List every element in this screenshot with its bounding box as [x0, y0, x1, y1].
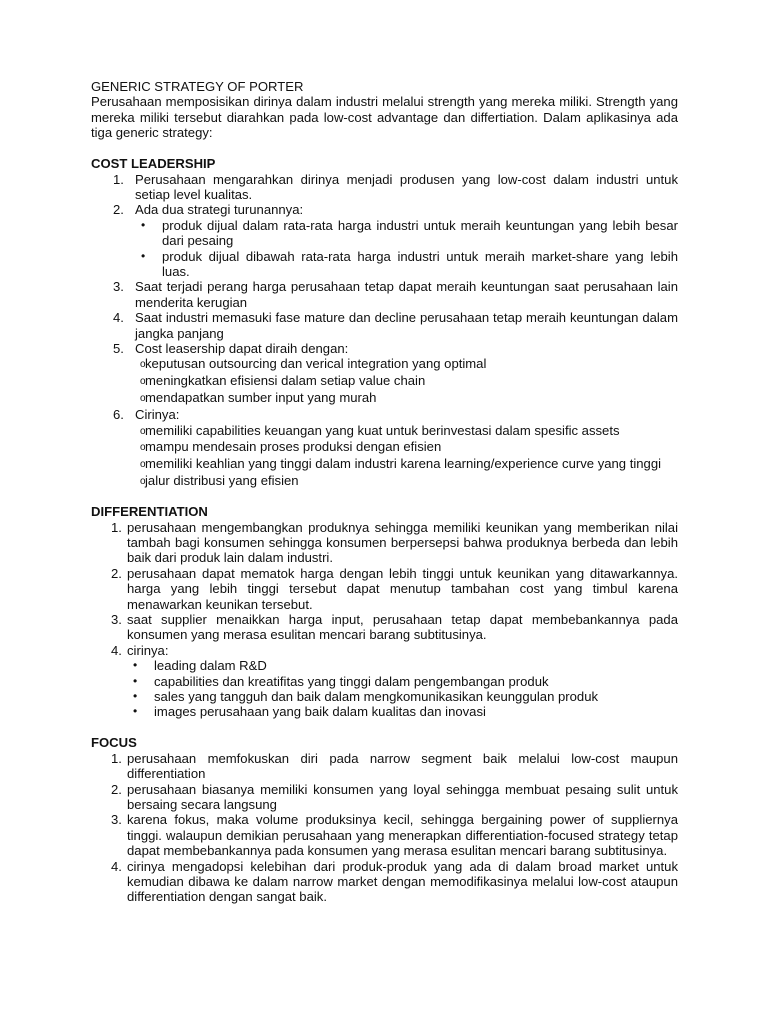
bullet-item: • leading dalam R&D — [127, 658, 678, 673]
list-item — [91, 341, 678, 406]
circle-bullet-item — [135, 390, 678, 405]
list-item — [91, 279, 678, 310]
list-item-text: cirinya: — [127, 642, 169, 658]
bullet-item: • capabilities dan kreatifitas yang tinggi dalam pengembangan produk — [127, 674, 678, 689]
list-item-number: 4. — [113, 310, 124, 326]
list-item-number: 5. — [113, 341, 124, 356]
list-item-text: perusahaan biasanya memiliki konsumen yang loyal sehingga membuat pesaing sulit untuk bersaing secara langsung — [127, 781, 678, 812]
list-item — [91, 612, 678, 643]
list-item-number: 2. — [113, 202, 124, 218]
list-item-text: Saat industri memasuki fase mature dan decline perusahaan tetap meraih keuntungan dalam jangka panjang — [135, 310, 678, 341]
list-item-text: Cost leasership dapat diraih dengan: — [135, 341, 349, 356]
focus-heading: FOCUS — [91, 735, 137, 751]
list-item-number: 4. — [111, 858, 122, 874]
list-item-text: perusahaan mengembangkan produknya sehingga memiliki keunikan yang memberikan nilai tambah bagi konsumen sehingga konsumen berpersepsi bahwa produknya berbeda dan lebih baik dari produk lain dalam industri. — [127, 519, 678, 566]
list-item — [91, 202, 678, 279]
focus-list — [91, 751, 678, 905]
list-item-number: 6. — [113, 407, 124, 423]
circle-bullet-item — [135, 356, 678, 371]
circle-bullet-text: mampu mendesain proses produksi dengan efisien — [145, 439, 442, 455]
list-item-text: Ada dua strategi turunannya: — [135, 202, 304, 218]
list-item-number: 3. — [111, 612, 122, 627]
list-item — [91, 566, 678, 612]
list-item-text: karena fokus, maka volume produksinya kecil, sehingga bergaining power of suppliernya tinggi. walaupun demikian perusahaan yang menerapkan differentiation-focused strategy tetap dapat membebankannya pada konsumen yang merasa esulitan mencari barang subtitusinya. — [127, 812, 678, 859]
list-item — [91, 310, 678, 341]
circle-bullet-item — [135, 473, 678, 488]
list-item-text: Saat terjadi perang harga perusahaan tetap dapat meraih keuntungan saat perusahaan lain menderita kerugian — [135, 279, 678, 310]
list-item — [91, 643, 678, 720]
list-item-text: perusahaan memfokuskan diri pada narrow segment baik melalui low-cost maupun differentiation — [127, 750, 678, 782]
circle-bullet-text: memiliki keahlian yang tinggi dalam industri karena learning/experience curve yang tinggi — [145, 456, 662, 472]
bullet-list — [127, 658, 678, 720]
list-item-text: saat supplier menaikkan harga input, perusahaan tetap dapat membebankannya pada konsumen yang merasa esulitan mencari barang subtitusinya. — [127, 612, 678, 643]
circle-bullet-text: meningkatkan efisiensi dalam setiap value chain — [145, 373, 426, 389]
list-item — [91, 751, 678, 782]
list-item-number: 4. — [111, 642, 122, 658]
circle-bullet-text: mendapatkan sumber input yang murah — [145, 390, 377, 406]
list-item — [91, 172, 678, 203]
circle-bullet-item — [135, 373, 678, 388]
circle-bullet-list — [135, 356, 678, 405]
list-item — [91, 407, 678, 489]
list-item — [91, 812, 678, 858]
list-item — [91, 520, 678, 566]
list-item-text: cirinya mengadopsi kelebihan dari produk-produk yang ada di dalam broad market untuk kemudian dibawa ke dalam narrow market dengan memodifikasinya melalui low-cost ataupun differentiation dengan sangat baik. — [127, 858, 678, 905]
bullet-item: • produk dijual dibawah rata-rata harga industri untuk meraih market-share yang lebih luas. — [135, 249, 678, 280]
circle-bullet-item — [135, 439, 678, 454]
differentiation-heading: DIFFERENTIATION — [91, 504, 208, 520]
circle-bullet-text: jalur distribusi yang efisien — [145, 473, 299, 489]
list-item-number: 2. — [111, 565, 122, 581]
list-item-number: 1. — [111, 519, 122, 535]
cost-leadership-heading: COST LEADERSHIP — [91, 156, 216, 172]
list-item — [91, 859, 678, 905]
differentiation-list — [91, 520, 678, 720]
bullet-item: • sales yang tangguh dan baik dalam mengkomunikasikan keunggulan produk — [127, 689, 678, 704]
list-item-number: 3. — [113, 279, 124, 295]
circle-bullet-list — [135, 423, 678, 489]
list-item-text: perusahaan dapat mematok harga dengan lebih tinggi untuk keunikan yang ditawarkannya. harga yang lebih tinggi tersebut dapat menutup tambahan cost yang timbul karena menawarkan keunikan tersebut. — [127, 565, 678, 612]
list-item-number: 3. — [111, 812, 122, 828]
circle-bullet-text: keputusan outsourcing dan verical integration yang optimal — [145, 356, 487, 372]
bullet-item: • produk dijual dalam rata-rata harga industri untuk meraih keuntungan yang lebih besar dari pesaing — [135, 218, 678, 249]
list-item-number: 1. — [111, 750, 122, 766]
intro-paragraph: Perusahaan memposisikan dirinya dalam industri melalui strength yang mereka miliki. Strength yang mereka miliki tersebut diarahkan pada low-cost advantage dan differtiation. Dalam aplikasinya ada tiga generic strategy: — [91, 94, 678, 141]
cost-leadership-list — [91, 172, 678, 489]
document-title: GENERIC STRATEGY OF PORTER — [91, 79, 304, 94]
document-page — [91, 79, 678, 905]
list-item — [91, 782, 678, 813]
list-item-text: Cirinya: — [135, 407, 180, 423]
circle-bullet-text: memiliki capabilities keuangan yang kuat untuk berinvestasi dalam spesific assets — [145, 422, 620, 438]
bullet-list — [135, 218, 678, 280]
circle-bullet-item — [135, 456, 678, 471]
list-item-number: 2. — [111, 781, 122, 797]
list-item-text: Perusahaan mengarahkan dirinya menjadi produsen yang low-cost dalam industri untuk setiap level kualitas. — [135, 171, 678, 202]
bullet-item: • images perusahaan yang baik dalam kualitas dan inovasi — [127, 704, 678, 719]
circle-bullet-item — [135, 423, 678, 438]
list-item-number: 1. — [113, 171, 124, 187]
